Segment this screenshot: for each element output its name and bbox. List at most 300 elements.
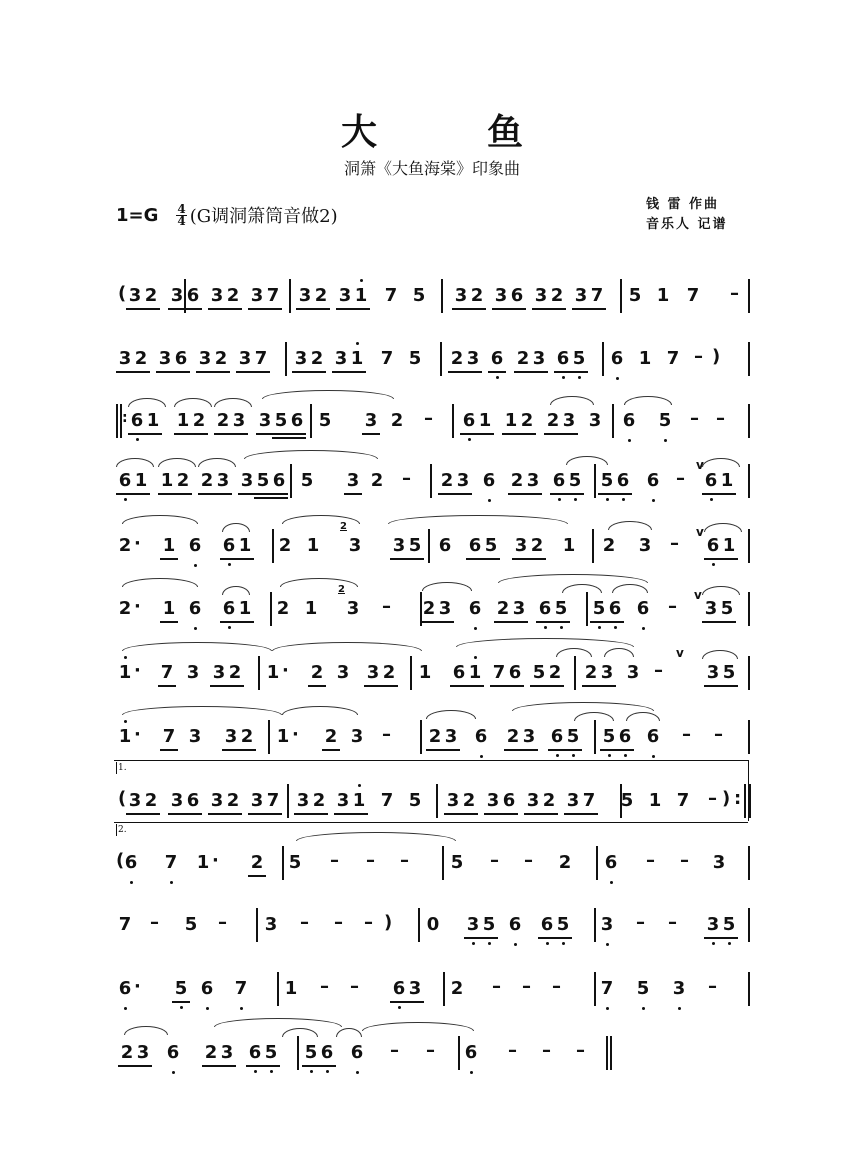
barline: [290, 464, 292, 498]
low-octave-dot: [562, 942, 565, 945]
note: 5: [720, 598, 734, 619]
slur-arc: [244, 450, 378, 459]
time-signature: [176, 201, 186, 228]
barline: [594, 720, 596, 754]
note: 1: [504, 410, 518, 431]
note: 5: [556, 914, 570, 935]
low-octave-dot: [710, 498, 713, 501]
underline-eighth: [436, 621, 454, 623]
underline-eighth: [236, 621, 254, 623]
instrument-note: (G调洞箫筒音做2): [189, 206, 338, 227]
note: 3: [350, 726, 364, 747]
note: 6: [452, 662, 466, 683]
notation-symbol: ·: [134, 533, 141, 554]
barline: [748, 404, 750, 438]
note: 6: [124, 852, 138, 873]
note: 2: [226, 285, 240, 306]
note: 6: [540, 914, 554, 935]
note: 6: [550, 726, 564, 747]
underline-eighth: [580, 813, 598, 815]
underline-eighth: [230, 433, 248, 435]
slur-arc: [422, 582, 472, 591]
note: 3: [366, 662, 380, 683]
barline: [272, 529, 274, 563]
low-octave-dot: [326, 1070, 329, 1073]
notation-symbol: –: [636, 912, 645, 933]
note: 1: [118, 726, 132, 747]
underline-eighth: [252, 371, 270, 373]
note: 3: [392, 535, 406, 556]
low-octave-dot: [130, 881, 133, 884]
underline-eighth: [548, 308, 566, 310]
low-octave-dot: [616, 377, 619, 380]
note: 3: [574, 285, 588, 306]
slur-arc: [282, 706, 358, 715]
slur-arc: [282, 515, 360, 524]
note: 6: [636, 598, 650, 619]
note: 3: [626, 662, 640, 683]
underline-eighth: [718, 621, 736, 623]
note: 3: [494, 285, 508, 306]
note: 3: [566, 790, 580, 811]
slur-arc: [702, 650, 738, 659]
low-octave-dot: [474, 627, 477, 630]
score-row: [114, 842, 754, 886]
low-octave-dot: [470, 1071, 473, 1074]
underline-eighth: [184, 813, 202, 815]
note: 2: [240, 726, 254, 747]
notation-symbol: –: [680, 850, 689, 871]
underline-eighth: [442, 749, 460, 751]
score-row: [114, 780, 754, 824]
score-row: [114, 275, 754, 319]
high-octave-dot: [358, 784, 361, 787]
note: 5: [658, 410, 672, 431]
note: 2: [312, 790, 326, 811]
notation-symbol: –: [300, 912, 309, 933]
key-signature: [116, 202, 338, 228]
notation-symbol: –: [576, 1040, 585, 1061]
note: 6: [462, 410, 476, 431]
barline: [441, 279, 443, 313]
note: 5: [482, 914, 496, 935]
note: 3: [186, 662, 200, 683]
note: 3: [216, 470, 230, 491]
note: 5: [450, 852, 464, 873]
underline-eighth: [344, 493, 362, 495]
underline-eighth: [518, 433, 536, 435]
note: 2: [440, 470, 454, 491]
slur-arc: [222, 523, 250, 532]
note: 1: [162, 598, 176, 619]
repeat-colon: :: [122, 410, 128, 426]
note: 2: [584, 662, 598, 683]
note: 7: [266, 285, 280, 306]
note: 3: [198, 348, 212, 369]
note: 6: [188, 598, 202, 619]
underline-eighth: [264, 308, 282, 310]
note: 2: [558, 852, 572, 873]
underline-sixteenth: [270, 497, 288, 499]
barline: [268, 720, 270, 754]
notation-symbol: ·: [282, 660, 289, 681]
note: 2: [144, 790, 158, 811]
underline-eighth: [160, 749, 178, 751]
note: 1: [656, 285, 670, 306]
slur-arc: [174, 398, 212, 407]
underline-eighth: [362, 433, 380, 435]
note: 2: [546, 410, 560, 431]
note: 5: [722, 662, 736, 683]
low-octave-dot: [124, 1007, 127, 1010]
repeat-end-barline dbl-end: [748, 784, 751, 818]
note: 7: [254, 348, 268, 369]
note: 3: [188, 726, 202, 747]
underline-eighth: [318, 1065, 336, 1067]
barline: [612, 404, 614, 438]
barline: [748, 908, 750, 942]
low-octave-dot: [544, 626, 547, 629]
underline-eighth: [616, 749, 634, 751]
high-octave-dot: [474, 656, 477, 659]
underline-eighth: [560, 433, 578, 435]
note: 1: [468, 662, 482, 683]
barline: [594, 972, 596, 1006]
note: 3: [364, 410, 378, 431]
low-octave-dot: [614, 626, 617, 629]
low-octave-dot: [254, 1070, 257, 1073]
note: 3: [600, 914, 614, 935]
barline: [442, 846, 444, 880]
note: 3: [704, 598, 718, 619]
slur-arc: [512, 702, 654, 711]
note: 5: [602, 726, 616, 747]
note: 2: [276, 598, 290, 619]
final-barline: [606, 1036, 608, 1070]
note: 2: [428, 726, 442, 747]
note: 3: [118, 348, 132, 369]
composer: 钱 雷 作曲: [646, 197, 720, 212]
note: 5: [318, 410, 332, 431]
underline-eighth: [564, 749, 582, 751]
notation-symbol: –: [150, 912, 159, 933]
notation-symbol: –: [676, 468, 685, 489]
underline-eighth: [214, 493, 232, 495]
title-char-1: 大: [340, 112, 377, 153]
underline-eighth: [184, 308, 202, 310]
note: 5: [184, 914, 198, 935]
underline-eighth: [480, 937, 498, 939]
note: 6: [508, 662, 522, 683]
barline: [440, 342, 442, 376]
slur-arc: [608, 521, 652, 530]
low-octave-dot: [558, 498, 561, 501]
note: 3: [526, 790, 540, 811]
underline-eighth: [500, 813, 518, 815]
note: 3: [220, 1042, 234, 1063]
note: 1: [276, 726, 290, 747]
note: 5: [628, 285, 642, 306]
note: 5: [600, 470, 614, 491]
note: 6: [552, 470, 566, 491]
slur-arc: [272, 642, 422, 651]
note: 5: [274, 410, 288, 431]
note: 5: [592, 598, 606, 619]
slur-arc: [702, 586, 740, 595]
underline-eighth: [226, 685, 244, 687]
title-char-2: 鱼: [487, 112, 524, 153]
underline-eighth: [570, 371, 588, 373]
note: 2: [370, 470, 384, 491]
notation-symbol: –: [708, 788, 717, 809]
notation-symbol: –: [730, 283, 739, 304]
barline: [270, 592, 272, 626]
note: 6: [618, 726, 632, 747]
note: 6: [222, 598, 236, 619]
notation-symbol: ·: [212, 850, 219, 871]
note: 3: [562, 410, 576, 431]
note: 5: [264, 1042, 278, 1063]
barline: [748, 656, 750, 690]
note: 5: [300, 470, 314, 491]
note: 6: [290, 410, 304, 431]
low-octave-dot: [496, 376, 499, 379]
low-octave-dot: [194, 627, 197, 630]
underline-eighth: [482, 558, 500, 560]
barline: [420, 720, 422, 754]
underline-eighth: [270, 493, 288, 495]
repeat-start-barline: [116, 404, 118, 438]
slur-arc: [566, 456, 608, 465]
notation-symbol: ): [712, 346, 721, 367]
note: 6: [556, 348, 570, 369]
note: 7: [676, 790, 690, 811]
notation-symbol: ·: [134, 976, 141, 997]
low-octave-dot: [270, 1070, 273, 1073]
notation-symbol: –: [694, 346, 703, 367]
note: 3: [346, 598, 360, 619]
note: 1: [162, 535, 176, 556]
notation-symbol: –: [382, 596, 391, 617]
note: 5: [408, 348, 422, 369]
low-octave-dot: [488, 942, 491, 945]
note: 1: [648, 790, 662, 811]
notation-symbol: –: [668, 596, 677, 617]
key-label: 1=G: [116, 204, 159, 226]
note: 6: [510, 285, 524, 306]
barline: [596, 846, 598, 880]
note: 3: [232, 410, 246, 431]
underline-eighth: [350, 813, 368, 815]
note: 6: [200, 978, 214, 999]
score-row: [114, 460, 754, 504]
barline: [602, 342, 604, 376]
note: 2: [120, 1042, 134, 1063]
barline: [297, 1036, 299, 1070]
slur-arc: [456, 638, 634, 647]
low-octave-dot: [578, 376, 581, 379]
low-octave-dot: [546, 942, 549, 945]
note: 3: [456, 470, 470, 491]
slur-arc: [122, 642, 272, 651]
note: 7: [686, 285, 700, 306]
note: 1: [160, 470, 174, 491]
note: 1: [266, 662, 280, 683]
underline-eighth: [720, 937, 738, 939]
note: 2: [228, 662, 242, 683]
note: 2: [250, 852, 264, 873]
note: 3: [672, 978, 686, 999]
note: 7: [162, 726, 176, 747]
note: 5: [412, 285, 426, 306]
note: 6: [508, 914, 522, 935]
note: 3: [250, 790, 264, 811]
note: 3: [706, 914, 720, 935]
note: 2: [506, 726, 520, 747]
slur-arc: [296, 832, 456, 841]
low-octave-dot: [728, 942, 731, 945]
note: 3: [600, 662, 614, 683]
low-octave-dot: [712, 563, 715, 566]
note: 3: [446, 790, 460, 811]
note: 1: [196, 852, 210, 873]
low-octave-dot: [228, 563, 231, 566]
notation-symbol: –: [426, 1040, 435, 1061]
slur-arc: [262, 390, 394, 399]
note: 7: [380, 790, 394, 811]
grace-note: 2: [338, 584, 345, 595]
low-octave-dot: [664, 439, 667, 442]
note: 3: [170, 285, 184, 306]
grace-note: 2: [340, 521, 347, 532]
low-octave-dot: [608, 754, 611, 757]
low-octave-dot: [468, 438, 471, 441]
note: 3: [522, 726, 536, 747]
underline-eighth: [508, 308, 526, 310]
slur-arc: [280, 578, 358, 587]
note: 2: [134, 348, 148, 369]
low-octave-dot: [398, 1006, 401, 1009]
underline-eighth: [520, 749, 538, 751]
underline-eighth: [454, 493, 472, 495]
underline-eighth: [466, 685, 484, 687]
low-octave-dot: [572, 754, 575, 757]
low-octave-dot: [514, 943, 517, 946]
low-octave-dot: [678, 1007, 681, 1010]
underline-eighth: [406, 1001, 424, 1003]
note: 7: [590, 285, 604, 306]
underline-eighth: [190, 433, 208, 435]
barline: [748, 464, 750, 498]
low-octave-dot: [642, 1007, 645, 1010]
note: 6: [438, 535, 452, 556]
note: 2: [382, 662, 396, 683]
underline-eighth: [310, 813, 328, 815]
note: 5: [568, 470, 582, 491]
note: 7: [118, 914, 132, 935]
note: 6: [622, 410, 636, 431]
subtitle: 洞箫《大鱼海棠》印象曲: [343, 159, 520, 178]
note: 2: [310, 662, 324, 683]
note: 3: [240, 470, 254, 491]
slur-arc: [626, 712, 660, 721]
barline: [430, 464, 432, 498]
underline-eighth: [720, 558, 738, 560]
slur-arc: [214, 1018, 342, 1027]
note: 1: [304, 598, 318, 619]
underline-eighth: [160, 558, 178, 560]
underline-eighth: [134, 1065, 152, 1067]
notation-symbol: ·: [292, 724, 299, 745]
note: 1: [176, 410, 190, 431]
barline: [282, 846, 284, 880]
volta-2-label: 2.: [118, 825, 127, 835]
underline-eighth: [308, 685, 326, 687]
notation-symbol: –: [492, 976, 501, 997]
note: 1: [418, 662, 432, 683]
slur-arc: [122, 578, 198, 587]
note: 2: [144, 285, 158, 306]
underline-eighth: [142, 308, 160, 310]
barline: [586, 592, 588, 626]
underline-eighth: [132, 493, 150, 495]
note: 3: [514, 535, 528, 556]
note: 2: [278, 535, 292, 556]
note: 3: [706, 662, 720, 683]
score-row: [114, 904, 754, 948]
underline-eighth: [288, 433, 306, 435]
time-denominator: 4: [177, 213, 186, 228]
low-octave-dot: [610, 881, 613, 884]
slur-arc: [124, 1026, 168, 1035]
notation-symbol: ·: [134, 724, 141, 745]
note: 2: [192, 410, 206, 431]
note: 6: [538, 598, 552, 619]
score-row: [114, 716, 754, 760]
notation-symbol: –: [682, 724, 691, 745]
low-octave-dot: [172, 1071, 175, 1074]
notation-symbol: –: [400, 850, 409, 871]
underline-eighth: [468, 308, 486, 310]
note: 6: [468, 598, 482, 619]
notation-symbol: –: [320, 976, 329, 997]
note: 6: [174, 348, 188, 369]
slur-arc: [158, 458, 196, 467]
underline-eighth: [606, 621, 624, 623]
note: 2: [542, 790, 556, 811]
barline: [748, 720, 750, 754]
breath-mark: v: [676, 646, 684, 660]
note: 3: [224, 726, 238, 747]
slur-arc: [426, 710, 476, 719]
barline: [594, 464, 596, 498]
note: 6: [474, 726, 488, 747]
note: 3: [170, 790, 184, 811]
note: 3: [238, 348, 252, 369]
barline: [436, 784, 438, 818]
note: 5: [722, 914, 736, 935]
high-octave-dot: [124, 720, 127, 723]
notation-symbol: –: [522, 976, 531, 997]
note: 1: [306, 535, 320, 556]
note: 3: [136, 1042, 150, 1063]
note: 6: [616, 470, 630, 491]
note: 5: [554, 598, 568, 619]
notation-symbol: –: [424, 408, 433, 429]
notation-symbol: –: [364, 912, 373, 933]
notation-symbol: –: [490, 850, 499, 871]
note: 2: [324, 726, 338, 747]
